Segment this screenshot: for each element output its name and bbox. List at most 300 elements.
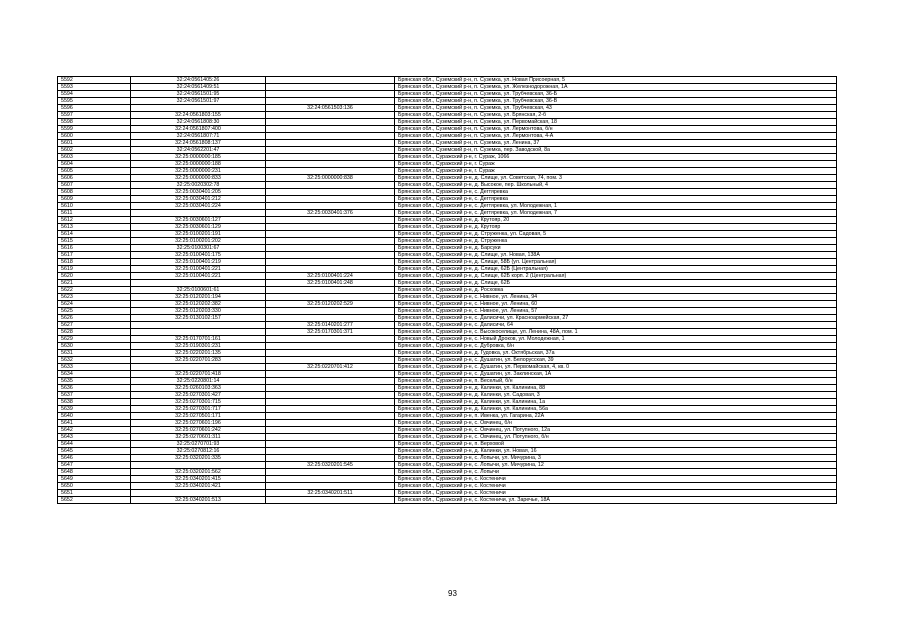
table-row <box>58 217 837 224</box>
table-row <box>58 98 837 105</box>
table-row <box>58 469 837 476</box>
related-cadastral-number-cell <box>266 455 395 462</box>
table-row <box>58 238 837 245</box>
address-cell: Брянская обл., Суражский р-н, д. Калинки, ул. Калинина, 56а <box>395 406 837 413</box>
address-cell: Брянская обл., Суражский р-н, с. Лопычи, ул. Мичурина, 12 <box>395 462 837 469</box>
address-cell: Брянская обл., Суражский р-н, д. Росховка <box>395 287 837 294</box>
row-number-cell: 5630 <box>58 343 131 350</box>
cadastral-number-cell: 32:25:0220701:418 <box>131 371 266 378</box>
related-cadastral-number-cell <box>266 308 395 315</box>
row-number-cell: 5605 <box>58 168 131 175</box>
address-cell: Брянская обл., Суражский р-н, с. Высокоселище, ул. Ленина, 48А, пом. 1 <box>395 329 837 336</box>
row-number-cell: 5614 <box>58 231 131 238</box>
row-number-cell: 5596 <box>58 105 131 112</box>
address-cell: Брянская обл., Суземский р-н, п. Суземка, ул. Брянская, 2-б <box>395 112 837 119</box>
related-cadastral-number-cell <box>266 392 395 399</box>
address-cell: Брянская обл., Суражский р-н, д. Барсуки <box>395 245 837 252</box>
cadastral-number-cell: 32:25:0270301:717 <box>131 406 266 413</box>
page-number: 93 <box>448 589 457 598</box>
row-number-cell: 5624 <box>58 301 131 308</box>
address-cell: Брянская обл., Суражский р-н, п. Веселый, б/н <box>395 378 837 385</box>
table-row <box>58 294 837 301</box>
related-cadastral-number-cell <box>266 406 395 413</box>
cadastral-number-cell: 32:25:0340201:415 <box>131 476 266 483</box>
row-number-cell: 5642 <box>58 427 131 434</box>
address-cell: Брянская обл., Суражский р-н, с. Душатин, ул. Первомайская, 4, кв. 0 <box>395 364 837 371</box>
table-row <box>58 399 837 406</box>
cadastral-number-cell: 32:25:0030401:224 <box>131 203 266 210</box>
table-row <box>58 182 837 189</box>
related-cadastral-number-cell: 32:25:0340201:511 <box>266 490 395 497</box>
row-number-cell: 5632 <box>58 357 131 364</box>
address-cell: Брянская обл., Суражский р-н, с. Дегтяревка <box>395 189 837 196</box>
cadastral-number-cell: 32:25:0170701:161 <box>131 336 266 343</box>
cadastral-number-cell: 32:25:0220201:135 <box>131 350 266 357</box>
table-row <box>58 364 837 371</box>
cadastral-number-cell: 32:24:0561808:30 <box>131 119 266 126</box>
row-number-cell: 5627 <box>58 322 131 329</box>
related-cadastral-number-cell <box>266 224 395 231</box>
row-number-cell: 5622 <box>58 287 131 294</box>
related-cadastral-number-cell <box>266 140 395 147</box>
row-number-cell: 5644 <box>58 441 131 448</box>
address-cell: Брянская обл., Суражский р-н, д. Слище, 62Б <box>395 280 837 287</box>
address-cell: Брянская обл., Суражский р-н, д. Калинки, ул. Калинина, 88 <box>395 385 837 392</box>
address-cell: Брянская обл., Суражский р-н, с. Овчинец, б/н <box>395 420 837 427</box>
address-cell: Брянская обл., Суземский р-н, п. Суземка, ул. Первомайская, 18 <box>395 119 837 126</box>
cadastral-number-cell: 32:25:0270601:242 <box>131 427 266 434</box>
related-cadastral-number-cell <box>266 77 395 84</box>
related-cadastral-number-cell <box>266 231 395 238</box>
row-number-cell: 5603 <box>58 154 131 161</box>
related-cadastral-number-cell <box>266 399 395 406</box>
address-cell: Брянская обл., Суражский р-н, д. Калинки, ул. Калинина, 1а <box>395 399 837 406</box>
address-cell: Брянская обл., Суражский р-н, д. Слище, 62Б (Центральная) <box>395 266 837 273</box>
table-row <box>58 434 837 441</box>
address-cell: Брянская обл., Суражский р-н, г. Сураж, 1066 <box>395 154 837 161</box>
row-number-cell: 5637 <box>58 392 131 399</box>
address-cell: Брянская обл., Суражский р-н, с. Душатин, ул. Белорусская, 39 <box>395 357 837 364</box>
related-cadastral-number-cell <box>266 126 395 133</box>
related-cadastral-number-cell <box>266 385 395 392</box>
table-row <box>58 287 837 294</box>
address-cell: Брянская обл., Суражский р-н, с. Нивное, ул. Ленина, 57 <box>395 308 837 315</box>
row-number-cell: 5623 <box>58 294 131 301</box>
row-number-cell: 5616 <box>58 245 131 252</box>
cadastral-number-cell: 32:24:0561807:71 <box>131 133 266 140</box>
cadastral-number-cell: 32:25:0340201:421 <box>131 483 266 490</box>
row-number-cell: 5612 <box>58 217 131 224</box>
row-number-cell: 5651 <box>58 490 131 497</box>
related-cadastral-number-cell <box>266 147 395 154</box>
cadastral-number-cell: 32:24:0562201:47 <box>131 147 266 154</box>
table-row <box>58 315 837 322</box>
cadastral-number-cell <box>131 105 266 112</box>
cadastral-number-cell: 32:25:0270701:93 <box>131 441 266 448</box>
related-cadastral-number-cell <box>266 315 395 322</box>
address-cell: Брянская обл., Суражский р-н, д. Крутояр <box>395 224 837 231</box>
address-cell: Брянская обл., Суражский р-н, д. Калинки, ул. Садовая, 3 <box>395 392 837 399</box>
row-number-cell: 5631 <box>58 350 131 357</box>
row-number-cell: 5648 <box>58 469 131 476</box>
cadastral-number-cell: 32:25:0030401:212 <box>131 196 266 203</box>
table-row <box>58 385 837 392</box>
cadastral-number-cell <box>131 322 266 329</box>
cadastral-number-cell: 32:25:0100401:219 <box>131 259 266 266</box>
related-cadastral-number-cell <box>266 476 395 483</box>
row-number-cell: 5595 <box>58 98 131 105</box>
cadastral-number-cell: 32:24:0561501:95 <box>131 91 266 98</box>
address-cell: Брянская обл., Суземский р-н, п. Суземка, ул. Ленина, 37 <box>395 140 837 147</box>
table-row <box>58 119 837 126</box>
cadastral-number-cell: 32:25:0030601:129 <box>131 224 266 231</box>
cadastral-number-cell: 32:24:0561803:155 <box>131 112 266 119</box>
cadastral-number-cell: 32:25:0270301:427 <box>131 392 266 399</box>
table-row <box>58 336 837 343</box>
address-cell: Брянская обл., Суземский р-н, п. Суземка, ул. Трубчевская, 36-В <box>395 98 837 105</box>
address-cell: Брянская обл., Суражский р-н, с. Новый Дроков, ул. Молодежная, 1 <box>395 336 837 343</box>
table-row <box>58 490 837 497</box>
address-cell: Брянская обл., Суражский р-н, с. Далисичи, 64 <box>395 322 837 329</box>
address-cell: Брянская обл., Суражский р-н, д. Высокое, пер. Школьный, 4 <box>395 182 837 189</box>
cadastral-number-cell <box>131 210 266 217</box>
row-number-cell: 5625 <box>58 308 131 315</box>
row-number-cell: 5620 <box>58 273 131 280</box>
address-cell: Брянская обл., Суражский р-н, с. Дегтяревка <box>395 196 837 203</box>
address-cell: Брянская обл., Суражский р-н, г. Сураж <box>395 161 837 168</box>
row-number-cell: 5645 <box>58 448 131 455</box>
table-row <box>58 91 837 98</box>
related-cadastral-number-cell <box>266 84 395 91</box>
cadastral-number-cell: 32:25:0020302:78 <box>131 182 266 189</box>
row-number-cell: 5652 <box>58 497 131 504</box>
row-number-cell: 5600 <box>58 133 131 140</box>
cadastral-number-cell: 32:25:0190301:231 <box>131 343 266 350</box>
row-number-cell: 5607 <box>58 182 131 189</box>
row-number-cell: 5636 <box>58 385 131 392</box>
row-number-cell: 5594 <box>58 91 131 98</box>
table-row <box>58 266 837 273</box>
table-row <box>58 252 837 259</box>
related-cadastral-number-cell <box>266 182 395 189</box>
table-row <box>58 168 837 175</box>
table-row <box>58 301 837 308</box>
table-row <box>58 343 837 350</box>
address-cell: Брянская обл., Суражский р-н, д. Струженка, ул. Садовая, 5 <box>395 231 837 238</box>
address-cell: Брянская обл., Суражский р-н, с. Нивное, ул. Ленина, 94 <box>395 294 837 301</box>
cadastral-number-cell: 32:25:0320201:335 <box>131 455 266 462</box>
related-cadastral-number-cell <box>266 266 395 273</box>
related-cadastral-number-cell <box>266 203 395 210</box>
related-cadastral-number-cell: 32:25:0030401:376 <box>266 210 395 217</box>
related-cadastral-number-cell <box>266 336 395 343</box>
address-cell: Брянская обл., Суражский р-н, д. Калинки, ул. Новая, 16 <box>395 448 837 455</box>
related-cadastral-number-cell <box>266 252 395 259</box>
row-number-cell: 5601 <box>58 140 131 147</box>
address-cell: Брянская обл., Суражский р-н, д. Струженка <box>395 238 837 245</box>
address-cell: Брянская обл., Суземский р-н, п. Суземка, ул. Трубчевская, 36-Б <box>395 91 837 98</box>
related-cadastral-number-cell <box>266 350 395 357</box>
row-number-cell: 5640 <box>58 413 131 420</box>
related-cadastral-number-cell <box>266 98 395 105</box>
table-row <box>58 77 837 84</box>
address-cell: Брянская обл., Суражский р-н, с. Костеничи <box>395 490 837 497</box>
table-row <box>58 175 837 182</box>
related-cadastral-number-cell: 32:25:0100401:224 <box>266 273 395 280</box>
related-cadastral-number-cell: 32:25:0120202:529 <box>266 301 395 308</box>
cadastral-number-cell: 32:25:0270601:311 <box>131 434 266 441</box>
address-cell: Брянская обл., Суземский р-н, п. Суземка, ул. Лермонтова, б/н <box>395 126 837 133</box>
row-number-cell: 5617 <box>58 252 131 259</box>
row-number-cell: 5606 <box>58 175 131 182</box>
table-row <box>58 189 837 196</box>
related-cadastral-number-cell <box>266 371 395 378</box>
related-cadastral-number-cell <box>266 196 395 203</box>
related-cadastral-number-cell: 32:25:0170301:371 <box>266 329 395 336</box>
cadastral-number-cell: 32:24:0561807:400 <box>131 126 266 133</box>
row-number-cell: 5608 <box>58 189 131 196</box>
registry-table <box>57 76 837 504</box>
cadastral-number-cell: 32:25:0270601:196 <box>131 420 266 427</box>
address-cell: Брянская обл., Суземский р-н, п. Суземка, ул. Железнодорожная, 1А <box>395 84 837 91</box>
related-cadastral-number-cell <box>266 294 395 301</box>
table-row <box>58 308 837 315</box>
cadastral-number-cell: 32:25:0000000:185 <box>131 154 266 161</box>
address-cell: Брянская обл., Суземский р-н, п. Суземка, ул. Трубчевская, 43 <box>395 105 837 112</box>
related-cadastral-number-cell <box>266 217 395 224</box>
row-number-cell: 5638 <box>58 399 131 406</box>
cadastral-number-cell: 32:25:0100401:221 <box>131 273 266 280</box>
row-number-cell: 5626 <box>58 315 131 322</box>
cadastral-number-cell: 32:24:0561405:26 <box>131 77 266 84</box>
related-cadastral-number-cell <box>266 357 395 364</box>
cadastral-number-cell: 32:25:0120203:330 <box>131 308 266 315</box>
cadastral-number-cell: 32:25:0100201:191 <box>131 231 266 238</box>
cadastral-number-cell: 32:25:0270812:16 <box>131 448 266 455</box>
registry-table-body <box>58 77 837 504</box>
table-row <box>58 112 837 119</box>
related-cadastral-number-cell <box>266 413 395 420</box>
related-cadastral-number-cell <box>266 441 395 448</box>
row-number-cell: 5604 <box>58 161 131 168</box>
table-row <box>58 154 837 161</box>
table-row <box>58 259 837 266</box>
table-row <box>58 371 837 378</box>
related-cadastral-number-cell <box>266 238 395 245</box>
address-cell: Брянская обл., Суражский р-н, д. Крутояр, 20 <box>395 217 837 224</box>
table-row <box>58 483 837 490</box>
row-number-cell: 5592 <box>58 77 131 84</box>
address-cell: Брянская обл., Суражский р-н, д. Слище, 58Б (ул. Центральная) <box>395 259 837 266</box>
related-cadastral-number-cell <box>266 483 395 490</box>
table-row <box>58 378 837 385</box>
related-cadastral-number-cell <box>266 161 395 168</box>
address-cell: Брянская обл., Суражский р-н, с. Дубровка, б/н <box>395 343 837 350</box>
row-number-cell: 5628 <box>58 329 131 336</box>
table-row <box>58 161 837 168</box>
row-number-cell: 5629 <box>58 336 131 343</box>
address-cell: Брянская обл., Суражский р-н, г. Сураж <box>395 168 837 175</box>
table-row <box>58 392 837 399</box>
table-row <box>58 322 837 329</box>
address-cell: Брянская обл., Суражский р-н, с. Дегтяревка, ул. Молодежная, 1 <box>395 203 837 210</box>
table-row <box>58 413 837 420</box>
address-cell: Брянская обл., Суражский р-н, д. Слище, ул. Советская, 74, пом. 3 <box>395 175 837 182</box>
related-cadastral-number-cell <box>266 287 395 294</box>
table-row <box>58 476 837 483</box>
cadastral-number-cell: 32:24:0561409:51 <box>131 84 266 91</box>
table-row <box>58 329 837 336</box>
cadastral-number-cell: 32:24:0561808:137 <box>131 140 266 147</box>
table-row <box>58 203 837 210</box>
row-number-cell: 5610 <box>58 203 131 210</box>
cadastral-number-cell <box>131 280 266 287</box>
cadastral-number-cell: 32:24:0561501:97 <box>131 98 266 105</box>
table-row <box>58 224 837 231</box>
table-row <box>58 105 837 112</box>
related-cadastral-number-cell: 32:25:0000000:838 <box>266 175 395 182</box>
address-cell: Брянская обл., Суземский р-н, п. Суземка, ул. Новая Присоерная, 5 <box>395 77 837 84</box>
table-row <box>58 406 837 413</box>
related-cadastral-number-cell <box>266 259 395 266</box>
cadastral-number-cell: 32:25:0100201:202 <box>131 238 266 245</box>
address-cell: Брянская обл., Суражский р-н, с. Костеничи, ул. Заречье, 18А <box>395 497 837 504</box>
cadastral-number-cell: 32:25:0030601:127 <box>131 217 266 224</box>
related-cadastral-number-cell <box>266 168 395 175</box>
row-number-cell: 5647 <box>58 462 131 469</box>
address-cell: Брянская обл., Суражский р-н, п. Ивенка, ул. Гагарина, 22А <box>395 413 837 420</box>
cadastral-number-cell <box>131 490 266 497</box>
address-cell: Брянская обл., Суражский р-н, с. Овчинец, ул. Потупного, 12а <box>395 427 837 434</box>
address-cell: Брянская обл., Суражский р-н, с. Костеничи <box>395 476 837 483</box>
address-cell: Брянская обл., Суражский р-н, с. Лопычи, ул. Мичурина, 3 <box>395 455 837 462</box>
cadastral-number-cell: 32:25:0000000:188 <box>131 161 266 168</box>
row-number-cell: 5598 <box>58 119 131 126</box>
related-cadastral-number-cell: 32:24:0561503:136 <box>266 105 395 112</box>
row-number-cell: 5650 <box>58 483 131 490</box>
row-number-cell: 5633 <box>58 364 131 371</box>
row-number-cell: 5634 <box>58 371 131 378</box>
cadastral-number-cell: 32:25:0000000:833 <box>131 175 266 182</box>
table-row <box>58 126 837 133</box>
cadastral-number-cell <box>131 364 266 371</box>
address-cell: Брянская обл., Суражский р-н, с. Нивное, ул. Ленина, 60 <box>395 301 837 308</box>
related-cadastral-number-cell <box>266 133 395 140</box>
table-row <box>58 140 837 147</box>
row-number-cell: 5615 <box>58 238 131 245</box>
address-cell: Брянская обл., Суражский р-н, с. Овчинец, ул. Потупного, б/н <box>395 434 837 441</box>
table-row <box>58 497 837 504</box>
table-row <box>58 231 837 238</box>
row-number-cell: 5602 <box>58 147 131 154</box>
cadastral-number-cell: 32:25:0320201:562 <box>131 469 266 476</box>
related-cadastral-number-cell: 32:25:0320201:545 <box>266 462 395 469</box>
cadastral-number-cell: 32:25:0120201:194 <box>131 294 266 301</box>
cadastral-number-cell: 32:25:0220701:283 <box>131 357 266 364</box>
cadastral-number-cell: 32:25:0340201:513 <box>131 497 266 504</box>
cadastral-number-cell: 32:25:0130102:157 <box>131 315 266 322</box>
table-row <box>58 280 837 287</box>
table-row <box>58 133 837 140</box>
row-number-cell: 5643 <box>58 434 131 441</box>
row-number-cell: 5619 <box>58 266 131 273</box>
related-cadastral-number-cell <box>266 469 395 476</box>
address-cell: Брянская обл., Суражский р-н, д. Слище, ул. Новая, 138А <box>395 252 837 259</box>
related-cadastral-number-cell <box>266 119 395 126</box>
cadastral-number-cell: 32:25:0100401:175 <box>131 252 266 259</box>
cadastral-number-cell: 32:25:0100401:221 <box>131 266 266 273</box>
related-cadastral-number-cell <box>266 343 395 350</box>
row-number-cell: 5618 <box>58 259 131 266</box>
table-row <box>58 350 837 357</box>
related-cadastral-number-cell <box>266 434 395 441</box>
related-cadastral-number-cell <box>266 91 395 98</box>
related-cadastral-number-cell <box>266 497 395 504</box>
related-cadastral-number-cell <box>266 245 395 252</box>
address-cell: Брянская обл., Суражский р-н, д. Гудовка, ул. Октябрьская, 37а <box>395 350 837 357</box>
table-row <box>58 455 837 462</box>
row-number-cell: 5613 <box>58 224 131 231</box>
cadastral-number-cell: 32:25:0260103:363 <box>131 385 266 392</box>
row-number-cell: 5599 <box>58 126 131 133</box>
row-number-cell: 5646 <box>58 455 131 462</box>
table-row <box>58 210 837 217</box>
related-cadastral-number-cell: 32:25:0220701:412 <box>266 364 395 371</box>
row-number-cell: 5649 <box>58 476 131 483</box>
row-number-cell: 5597 <box>58 112 131 119</box>
cadastral-number-cell: 32:25:0030401:205 <box>131 189 266 196</box>
related-cadastral-number-cell <box>266 420 395 427</box>
address-cell: Брянская обл., Суражский р-н, д. Слище, 62Б корп. 2 (Центральная) <box>395 273 837 280</box>
cadastral-number-cell: 32:25:0270301:715 <box>131 399 266 406</box>
table-row <box>58 245 837 252</box>
table-row <box>58 448 837 455</box>
row-number-cell: 5621 <box>58 280 131 287</box>
row-number-cell: 5635 <box>58 378 131 385</box>
cadastral-number-cell <box>131 329 266 336</box>
related-cadastral-number-cell <box>266 427 395 434</box>
related-cadastral-number-cell: 32:25:0100401:248 <box>266 280 395 287</box>
table-row <box>58 84 837 91</box>
address-cell: Брянская обл., Суражский р-н, с. Костеничи <box>395 483 837 490</box>
row-number-cell: 5593 <box>58 84 131 91</box>
address-cell: Брянская обл., Суражский р-н, п. Верховой <box>395 441 837 448</box>
table-row <box>58 441 837 448</box>
table-row <box>58 273 837 280</box>
cadastral-number-cell: 32:25:0220801:14 <box>131 378 266 385</box>
cadastral-number-cell: 32:25:0000000:231 <box>131 168 266 175</box>
related-cadastral-number-cell <box>266 154 395 161</box>
table-row <box>58 196 837 203</box>
address-cell: Брянская обл., Суражский р-н, с. Дегтяревка, ул. Молодежная, 7 <box>395 210 837 217</box>
row-number-cell: 5611 <box>58 210 131 217</box>
cadastral-number-cell: 32:25:0120202:382 <box>131 301 266 308</box>
related-cadastral-number-cell <box>266 189 395 196</box>
cadastral-number-cell: 32:25:0270501:171 <box>131 413 266 420</box>
cadastral-number-cell: 32:25:0100301:67 <box>131 245 266 252</box>
row-number-cell: 5641 <box>58 420 131 427</box>
row-number-cell: 5639 <box>58 406 131 413</box>
address-cell: Брянская обл., Суражский р-н, с. Душатин, ул. Заклинская, 1А <box>395 371 837 378</box>
table-row <box>58 462 837 469</box>
address-cell: Брянская обл., Суражский р-н, с. Далисичи, ул. Красноармейская, 27 <box>395 315 837 322</box>
table-row <box>58 357 837 364</box>
row-number-cell: 5609 <box>58 196 131 203</box>
cadastral-number-cell <box>131 462 266 469</box>
registry-sheet <box>57 76 837 504</box>
cadastral-number-cell: 32:25:0100601:61 <box>131 287 266 294</box>
related-cadastral-number-cell: 32:25:0140201:277 <box>266 322 395 329</box>
